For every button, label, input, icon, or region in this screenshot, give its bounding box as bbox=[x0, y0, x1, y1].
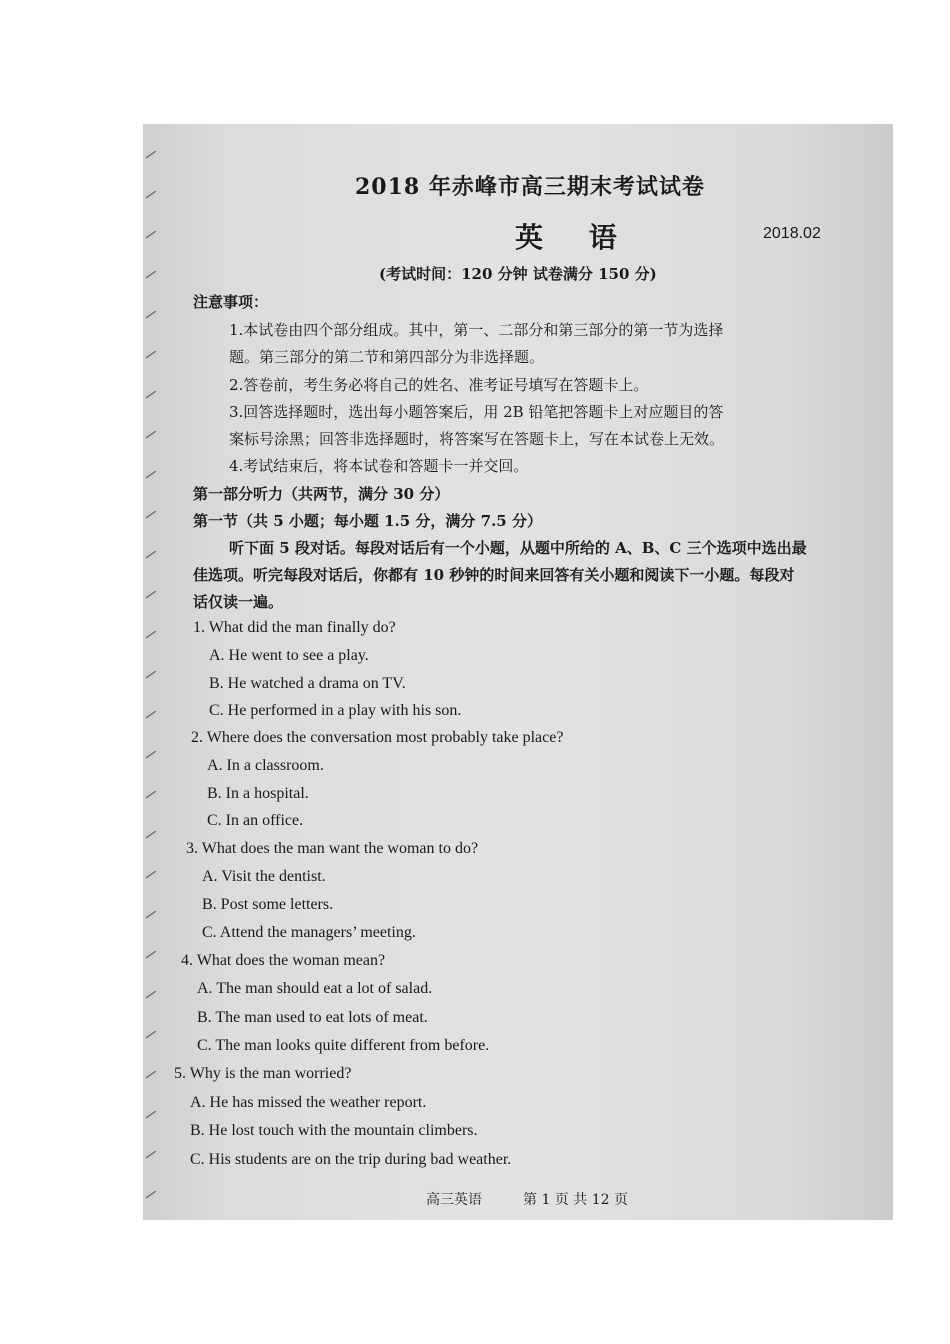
footer-subject: 高三英语 bbox=[426, 1192, 482, 1208]
notes-heading: 注意事项： bbox=[193, 293, 269, 311]
question-option: A. Visit the dentist. bbox=[202, 868, 326, 885]
note-line: 1.本试卷由四个部分组成。其中，第一、二部分和第三部分的第一节为选择 bbox=[229, 321, 724, 339]
binding-marks bbox=[143, 154, 157, 1194]
question-option: A. The man should eat a lot of salad. bbox=[197, 980, 433, 997]
question-option: C. His students are on the trip during bad weather. bbox=[190, 1151, 512, 1168]
instruction-line: 佳选项。听完每段对话后，你都有 10 秒钟的时间来回答有关小题和阅读下一小题。每段对 bbox=[193, 566, 795, 584]
question-option: C. The man looks quite different from before. bbox=[197, 1037, 490, 1054]
note-line: 2.答卷前，考生务必将自己的姓名、准考证号填写在答题卡上。 bbox=[229, 376, 649, 394]
question-option: B. He lost touch with the mountain climbers. bbox=[190, 1122, 478, 1139]
question-option: C. Attend the managers’ meeting. bbox=[202, 924, 416, 941]
question-option: A. In a classroom. bbox=[207, 757, 324, 774]
question-stem: 1. What did the man finally do? bbox=[193, 619, 396, 636]
question-stem: 5. Why is the man worried? bbox=[174, 1065, 352, 1082]
instruction-line: 话仅读一遍。 bbox=[193, 593, 284, 611]
question-option: B. Post some letters. bbox=[202, 896, 334, 913]
subject-title: 英 语 bbox=[515, 221, 635, 254]
note-line: 案标号涂黑；回答非选择题时，将答案写在答题卡上，写在本试卷上无效。 bbox=[229, 430, 725, 448]
question-option: C. In an office. bbox=[207, 812, 304, 829]
note-line: 4.考试结束后，将本试卷和答题卡一并交回。 bbox=[229, 457, 529, 475]
question-stem: 4. What does the woman mean? bbox=[181, 952, 386, 969]
question-option: A. He went to see a play. bbox=[209, 647, 369, 664]
question-option: B. He watched a drama on TV. bbox=[209, 675, 406, 692]
note-line: 3.回答选择题时，选出每小题答案后，用 2B 铅笔把答题卡上对应题目的答 bbox=[229, 403, 724, 421]
footer-page-info: 第 1 页 共 12 页 bbox=[523, 1192, 628, 1208]
section-heading: 第一节（共 5 小题；每小题 1.5 分，满分 7.5 分） bbox=[193, 512, 542, 530]
question-option: C. He performed in a play with his son. bbox=[209, 702, 462, 719]
question-stem: 3. What does the man want the woman to do? bbox=[186, 840, 479, 857]
part-heading: 第一部分听力（共两节，满分 30 分） bbox=[193, 485, 450, 503]
instruction-line: 听下面 5 段对话。每段对话后有一个小题，从题中所给的 A、B、C 三个选项中选出最 bbox=[229, 539, 807, 557]
question-stem: 2. Where does the conversation most probably take place? bbox=[191, 729, 564, 746]
exam-title: 2018 年赤峰市高三期末考试试卷 bbox=[355, 174, 705, 200]
exam-info: (考试时间：120 分钟 试卷满分 150 分) bbox=[379, 265, 657, 283]
question-option: B. The man used to eat lots of meat. bbox=[197, 1009, 428, 1026]
question-option: B. In a hospital. bbox=[207, 785, 309, 802]
exam-date: 2018.02 bbox=[763, 225, 821, 242]
note-line: 题。第三部分的第二节和第四部分为非选择题。 bbox=[229, 348, 545, 366]
exam-page bbox=[143, 124, 893, 1220]
question-option: A. He has missed the weather report. bbox=[190, 1094, 427, 1111]
